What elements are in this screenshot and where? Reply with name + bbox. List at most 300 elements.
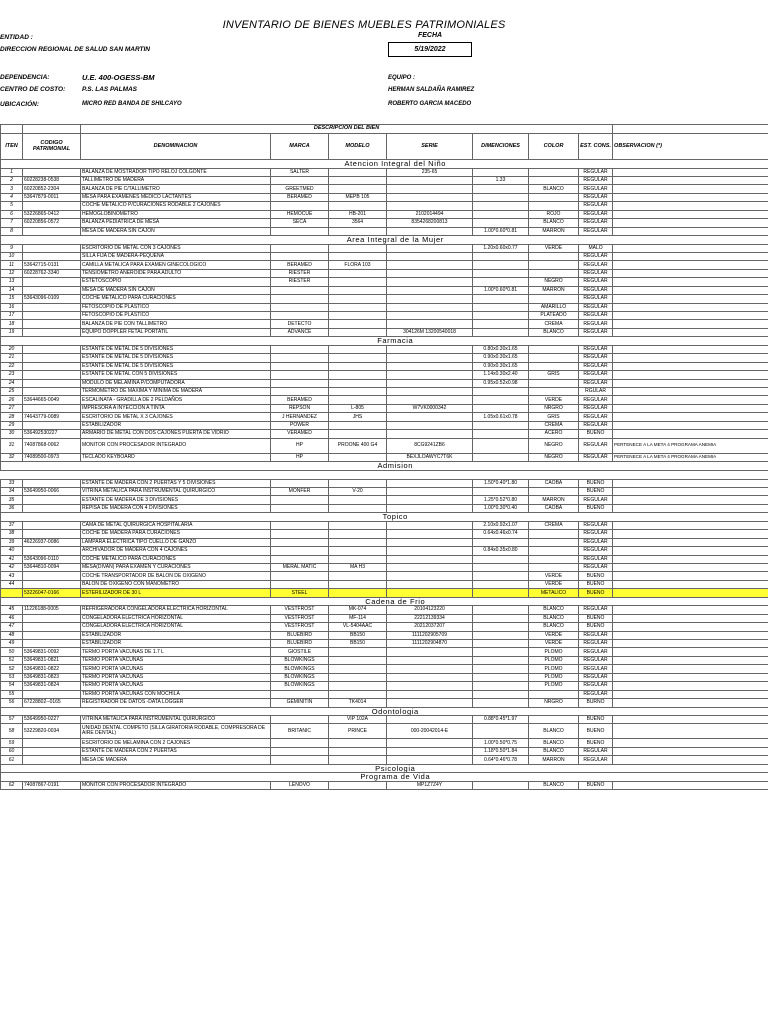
- col-marca-cell: [271, 756, 329, 764]
- col-codigo-cell: [23, 252, 81, 260]
- table-row: [1, 606, 768, 614]
- col-marca-cell: RIESTER: [271, 269, 329, 277]
- col-observacion-cell: [613, 286, 768, 294]
- col-est-cons-cell: BUENO: [579, 430, 613, 438]
- table-row: [1, 656, 768, 664]
- col-iten-cell: 10: [1, 252, 23, 260]
- col-modelo-cell: VL-5404AAC: [329, 623, 387, 631]
- col-serie-cell: [387, 413, 473, 421]
- col-marca-cell: [271, 547, 329, 555]
- col-dimensiones-cell: [473, 538, 529, 546]
- col-dimensiones-cell: 1.00*0.50*0.75: [473, 739, 529, 747]
- col-denominacion-cell: BALON DE OXIGENO CON MANOMETRO: [81, 580, 271, 588]
- col-codigo-cell: 67228802--0165: [23, 699, 81, 707]
- col-observacion-header: OBSERVACION (*): [613, 134, 768, 160]
- col-color-cell: VERDE: [529, 396, 579, 404]
- centro-value: P.S. LAS PALMAS: [82, 86, 138, 93]
- col-marca-cell: [271, 202, 329, 210]
- col-iten-cell: 29: [1, 421, 23, 429]
- col-color-cell: BLANCO: [529, 185, 579, 193]
- col-iten-cell: 12: [1, 269, 23, 277]
- table-row: [1, 699, 768, 707]
- col-color-cell: CAOBA: [529, 504, 579, 512]
- col-marca-cell: [271, 496, 329, 504]
- col-est-cons-cell: REGULAR: [579, 673, 613, 681]
- col-color-cell: BLANCO: [529, 328, 579, 336]
- col-modelo-cell: [329, 396, 387, 404]
- col-denominacion-cell: ESTANTE DE MADERA CON 2 PUERTAS Y 5 DIVISIONES: [81, 479, 271, 487]
- col-color-cell: [529, 345, 579, 353]
- col-observacion-cell: PERTENECE A LA META 4 PROGRAMA ANEMIA: [613, 453, 768, 461]
- col-denominacion-cell: BALANZA DE MOSTRADOR TIPO RELOJ COLGONTE: [81, 168, 271, 176]
- equipo-label: EQUIPO :: [388, 75, 416, 81]
- col-est-cons-cell: REGULAR: [579, 521, 613, 529]
- col-codigo-cell: [23, 547, 81, 555]
- col-codigo-cell: 53643096-0110: [23, 555, 81, 563]
- col-dimensiones-cell: [473, 673, 529, 681]
- col-dimensiones-cell: 1.00*0.60*0.81: [473, 286, 529, 294]
- table-row: [1, 185, 768, 193]
- col-marca-cell: [271, 530, 329, 538]
- col-denominacion-cell: CAMA DE METAL QUIRURGICA HOSPITALARIA: [81, 521, 271, 529]
- col-color-cell: PLOMO: [529, 673, 579, 681]
- table-row: [1, 547, 768, 555]
- entidad-value: DIRECCION REGIONAL DE SALUD SAN MARTIN: [0, 46, 150, 53]
- col-color-cell: VERDE: [529, 631, 579, 639]
- col-est-cons-cell: REGULAR: [579, 665, 613, 673]
- col-iten-cell: 9: [1, 244, 23, 252]
- col-observacion-cell: [613, 656, 768, 664]
- col-color-cell: BLANCO: [529, 724, 579, 739]
- table-row: [1, 404, 768, 412]
- col-serie-cell: [387, 488, 473, 496]
- table-row: [1, 354, 768, 362]
- col-est-cons-cell: REGULAR: [579, 631, 613, 639]
- col-serie-cell: [387, 572, 473, 580]
- col-dimensiones-cell: [473, 665, 529, 673]
- col-est-cons-cell: REGULAR: [579, 193, 613, 201]
- col-dimensiones-cell: [473, 572, 529, 580]
- col-codigo-cell: [23, 278, 81, 286]
- col-serie-cell: [387, 564, 473, 572]
- col-serie-cell: BEXJLOAWYC7T6K: [387, 453, 473, 461]
- col-codigo-cell: 53649831-0821: [23, 656, 81, 664]
- table-row: [1, 396, 768, 404]
- col-marca-cell: BLOWKINGS: [271, 665, 329, 673]
- col-serie-cell: [387, 354, 473, 362]
- col-dimensiones-cell: [473, 278, 529, 286]
- col-codigo-cell: 53644810-0094: [23, 564, 81, 572]
- table-row: [1, 438, 768, 453]
- col-modelo-cell: PRINCE: [329, 724, 387, 739]
- col-dimensiones-cell: [473, 580, 529, 588]
- col-codigo-cell: [23, 345, 81, 353]
- col-serie-cell: 20212037207: [387, 623, 473, 631]
- table-row: [1, 413, 768, 421]
- col-serie-cell: [387, 547, 473, 555]
- dependencia-value: U.E. 400-OGESS-BM: [82, 73, 155, 82]
- col-observacion-cell: [613, 413, 768, 421]
- col-modelo-cell: FLORA 103: [329, 261, 387, 269]
- col-marca-cell: VESTFROST: [271, 606, 329, 614]
- col-color-cell: CREMA: [529, 421, 579, 429]
- col-iten-cell: 41: [1, 555, 23, 563]
- col-color-cell: VERDE: [529, 640, 579, 648]
- col-serie-cell: [387, 388, 473, 396]
- col-iten-cell: 57: [1, 716, 23, 724]
- col-denominacion-cell: ESCRITORIO DE MELAMINA CON 2 CAJONES: [81, 739, 271, 747]
- col-color-cell: BLANCO: [529, 614, 579, 622]
- col-modelo-cell: [329, 504, 387, 512]
- col-modelo-cell: [329, 665, 387, 673]
- col-observacion-cell: [613, 690, 768, 698]
- col-modelo-cell: TK4014: [329, 699, 387, 707]
- col-denominacion-cell: SILLA FIJA DE MADERA-PEQUEÑA: [81, 252, 271, 260]
- col-iten-cell: 35: [1, 496, 23, 504]
- table-row: [1, 345, 768, 353]
- col-modelo-cell: JHS: [329, 413, 387, 421]
- col-observacion-cell: [613, 631, 768, 639]
- col-codigo-cell: [23, 479, 81, 487]
- col-modelo-cell: [329, 690, 387, 698]
- col-marca-cell: [271, 690, 329, 698]
- col-codigo-cell: 53642715-0131: [23, 261, 81, 269]
- col-codigo-cell: 53649831-0823: [23, 673, 81, 681]
- col-dimensiones-cell: 0.64*0.46*0.78: [473, 756, 529, 764]
- table-row: [1, 589, 768, 597]
- col-dimensiones-cell: [473, 606, 529, 614]
- col-iten-cell: 51: [1, 656, 23, 664]
- col-denominacion-cell: CONGELADORA ELECTRICA HORIZONTAL: [81, 614, 271, 622]
- col-marca-cell: [271, 252, 329, 260]
- col-est-cons-cell: REGULAR: [579, 320, 613, 328]
- table-row: [1, 496, 768, 504]
- col-serie-cell: 1111202904870: [387, 640, 473, 648]
- col-denominacion-cell: COCHE METALICO P/CURACIONES RODABLE 2 CAJONES: [81, 202, 271, 210]
- col-color-cell: [529, 168, 579, 176]
- col-dimensiones-cell: 1.18*0.50*1.84: [473, 747, 529, 755]
- col-marca-cell: BRITANIC: [271, 724, 329, 739]
- col-est-cons-cell: REGULAR: [579, 176, 613, 184]
- col-denominacion-cell: COCHE TRANSPORTADOR DE BALON DE OXIGENO: [81, 572, 271, 580]
- col-dimensiones-cell: [473, 404, 529, 412]
- col-est-cons-cell: REGULAR: [579, 682, 613, 690]
- col-observacion-cell: [613, 580, 768, 588]
- col-marca-cell: LENOVO: [271, 781, 329, 789]
- col-observacion-cell: [613, 572, 768, 580]
- col-serie-cell: 1111202905709: [387, 631, 473, 639]
- col-denominacion-cell: BALANZA DE PIE CON TALLIMETRO: [81, 320, 271, 328]
- col-est-cons-cell: RGULAR: [579, 388, 613, 396]
- col-iten-cell: 58: [1, 724, 23, 739]
- col-est-cons-cell: REGULAR: [579, 227, 613, 235]
- col-color-cell: [529, 379, 579, 387]
- col-iten-cell: 4: [1, 193, 23, 201]
- table-row: [1, 379, 768, 387]
- col-dimensiones-cell: 0.64x0.46x0.74: [473, 530, 529, 538]
- col-modelo-cell: [329, 379, 387, 387]
- col-color-cell: [529, 555, 579, 563]
- table-row: [1, 488, 768, 496]
- table-row: [1, 631, 768, 639]
- table-row: [1, 269, 768, 277]
- col-modelo-cell: [329, 781, 387, 789]
- col-observacion-cell: [613, 404, 768, 412]
- col-iten-cell: 49: [1, 640, 23, 648]
- table-row: [1, 564, 768, 572]
- col-observacion-cell: [613, 379, 768, 387]
- col-color-cell: [529, 538, 579, 546]
- col-denominacion-cell: MESA DE MADERA SIN CAJON: [81, 286, 271, 294]
- col-est-cons-cell: REGULAR: [579, 261, 613, 269]
- section-title: Programa de Vida: [23, 773, 768, 782]
- col-denominacion-cell: ESTABILIZADOR: [81, 421, 271, 429]
- col-marca-cell: REPSON: [271, 404, 329, 412]
- table-row: [1, 724, 768, 739]
- col-codigo-cell: 53643096-0109: [23, 295, 81, 303]
- col-denominacion-cell: TALLIMETRO DE MADERA: [81, 176, 271, 184]
- col-est-cons-cell: BUENO: [579, 614, 613, 622]
- col-marca-cell: [271, 388, 329, 396]
- col-iten-cell: 61: [1, 756, 23, 764]
- col-codigo-cell: 53226865-0412: [23, 210, 81, 218]
- col-denominacion-cell: ESTABILIZADOR: [81, 631, 271, 639]
- col-color-cell: [529, 690, 579, 698]
- col-serie-cell: [387, 716, 473, 724]
- col-marca-cell: [271, 739, 329, 747]
- col-iten-cell: 19: [1, 328, 23, 336]
- col-iten-cell: 52: [1, 665, 23, 673]
- col-observacion-cell: [613, 521, 768, 529]
- col-observacion-cell: [613, 665, 768, 673]
- col-iten-cell: 33: [1, 479, 23, 487]
- col-dimensiones-cell: 0.88*0.45*1.97: [473, 716, 529, 724]
- col-observacion-cell: [613, 756, 768, 764]
- col-marca-cell: [271, 538, 329, 546]
- col-est-cons-cell: REGULAR: [579, 690, 613, 698]
- col-est-cons-cell: BUENO: [579, 504, 613, 512]
- section-title: Cadena de Frio: [23, 597, 768, 606]
- col-marca-cell: [271, 354, 329, 362]
- col-color-cell: [529, 547, 579, 555]
- col-est-cons-cell: BUENO: [579, 479, 613, 487]
- col-observacion-cell: [613, 345, 768, 353]
- col-est-cons-cell: REGULAR: [579, 362, 613, 370]
- col-modelo-cell: [329, 580, 387, 588]
- col-modelo-cell: [329, 682, 387, 690]
- col-est-cons-cell: REGULAR: [579, 756, 613, 764]
- col-dimensiones-cell: [473, 682, 529, 690]
- col-color-cell: BLANCO: [529, 739, 579, 747]
- col-codigo-cell: 53649831-0092: [23, 648, 81, 656]
- col-observacion-cell: [613, 555, 768, 563]
- col-marca-cell: DETECTO: [271, 320, 329, 328]
- col-est-cons-cell: REGULAR: [579, 210, 613, 218]
- col-est-cons-cell: MALO: [579, 244, 613, 252]
- table-row: [1, 747, 768, 755]
- col-modelo-cell: [329, 312, 387, 320]
- col-dimensiones-cell: [473, 202, 529, 210]
- col-denominacion-cell: REGISTRADOR DE DATOS -DATA LOGGER: [81, 699, 271, 707]
- col-codigo-cell: [23, 202, 81, 210]
- col-codigo-cell: 60228762-3340: [23, 269, 81, 277]
- col-serie-cell: [387, 530, 473, 538]
- col-modelo-cell: MF-114: [329, 614, 387, 622]
- col-marca-cell: [271, 244, 329, 252]
- table-row: [1, 210, 768, 218]
- col-denominacion-cell: TERMO PORTA VACUNAS: [81, 682, 271, 690]
- col-iten-cell: 31: [1, 438, 23, 453]
- col-color-cell: CREMA: [529, 521, 579, 529]
- col-dimensiones-cell: 0.90x0.30x1.65: [473, 354, 529, 362]
- col-est-cons-cell: REGULAR: [579, 354, 613, 362]
- col-denominacion-cell: ESTANTE DE METAL DE 5 DIVISIONES: [81, 345, 271, 353]
- col-serie-cell: [387, 227, 473, 235]
- col-denominacion-cell: ESTETOSCOPIO: [81, 278, 271, 286]
- col-marca-cell: ADVANCE: [271, 328, 329, 336]
- col-codigo-cell: 60220852-2304: [23, 185, 81, 193]
- col-marca-cell: RIESTER: [271, 278, 329, 286]
- table-row: [1, 320, 768, 328]
- col-color-cell: VERDE: [529, 572, 579, 580]
- table-row: [1, 328, 768, 336]
- col-modelo-cell: [329, 496, 387, 504]
- col-est-cons-cell: BUENO: [579, 623, 613, 631]
- col-color-cell: CREMA: [529, 320, 579, 328]
- col-est-cons-cell: REGULAR: [579, 219, 613, 227]
- col-denominacion-cell: TERMO PORTA VACUNAS CON MOCHILA: [81, 690, 271, 698]
- col-marca-cell: STEEL: [271, 589, 329, 597]
- col-dimensiones-cell: [473, 640, 529, 648]
- col-denominacion-cell: LAMPARA ELECTRICA TIPO CUELLO DE GANZO: [81, 538, 271, 546]
- section-row: [1, 764, 768, 773]
- col-denominacion-cell: ESTANTE DE MADERA DE 3 DIVISIONES: [81, 496, 271, 504]
- table-row: [1, 176, 768, 184]
- col-serie-header: SERIE: [387, 134, 473, 160]
- col-codigo-header: CODIGO PATRIMONIAL: [23, 134, 81, 160]
- col-dimensiones-cell: [473, 185, 529, 193]
- col-dimensiones-cell: [473, 210, 529, 218]
- col-iten-cell: 62: [1, 781, 23, 789]
- col-denominacion-cell: CAMILLA METALICA PARA EXAMEN GINECOLOGICO: [81, 261, 271, 269]
- col-est-cons-cell: REGULAR: [579, 168, 613, 176]
- col-serie-cell: [387, 320, 473, 328]
- col-denominacion-cell: MESA DE MADERA SIN CAJON: [81, 227, 271, 235]
- col-modelo-cell: [329, 756, 387, 764]
- col-color-cell: BLANCO: [529, 781, 579, 789]
- inventory-body: [1, 160, 768, 790]
- col-modelo-cell: [329, 345, 387, 353]
- col-modelo-cell: [329, 185, 387, 193]
- col-observacion-cell: [613, 261, 768, 269]
- col-iten-cell: 38: [1, 530, 23, 538]
- col-iten-cell: 15: [1, 295, 23, 303]
- col-color-cell: ACERO: [529, 430, 579, 438]
- col-color-cell: PLATEADO: [529, 312, 579, 320]
- table-row: [1, 781, 768, 789]
- col-iten-cell: 50: [1, 648, 23, 656]
- col-serie-cell: [387, 396, 473, 404]
- col-codigo-cell: [23, 404, 81, 412]
- col-serie-cell: [387, 756, 473, 764]
- col-dimensiones-cell: [473, 303, 529, 311]
- col-observacion-cell: [613, 614, 768, 622]
- col-modelo-cell: BB150: [329, 631, 387, 639]
- ubicacion-label: UBICACIÓN:: [0, 101, 39, 108]
- col-codigo-cell: [23, 572, 81, 580]
- col-modelo-cell: [329, 547, 387, 555]
- col-codigo-cell: 11226188-0005: [23, 606, 81, 614]
- col-denominacion-cell: EQUIPO DOPPLER FETAL PORTATIL: [81, 328, 271, 336]
- col-denominacion-cell: COCHE METALICO PARA CURACIONES: [81, 555, 271, 563]
- col-codigo-cell: [23, 227, 81, 235]
- col-iten-cell: 22: [1, 362, 23, 370]
- col-dimensiones-cell: [473, 564, 529, 572]
- col-marca-cell: GREETMED: [271, 185, 329, 193]
- col-serie-cell: [387, 589, 473, 597]
- col-codigo-cell: [23, 286, 81, 294]
- col-iten-cell: 13: [1, 278, 23, 286]
- col-color-cell: [529, 261, 579, 269]
- table-row: [1, 362, 768, 370]
- col-modelo-cell: [329, 244, 387, 252]
- col-denominacion-cell: ESTANTE DE METAL CON 5 DIVISIONES: [81, 371, 271, 379]
- col-serie-cell: [387, 185, 473, 193]
- col-iten-cell: 32: [1, 453, 23, 461]
- col-serie-cell: [387, 656, 473, 664]
- col-iten-cell: 23: [1, 371, 23, 379]
- col-iten-cell: 53: [1, 673, 23, 681]
- col-marca-cell: [271, 286, 329, 294]
- col-serie-cell: [387, 673, 473, 681]
- col-modelo-cell: [329, 303, 387, 311]
- col-est-cons-cell: REGULAR: [579, 747, 613, 755]
- table-row: [1, 193, 768, 201]
- col-denominacion-cell: ESCRITORIO DE METAL X 3 CAJONES: [81, 413, 271, 421]
- col-denominacion-cell: BALANZA DE PIE C/TALLIMETRO: [81, 185, 271, 193]
- col-serie-cell: MP1Z7Z4Y: [387, 781, 473, 789]
- col-est-cons-cell: BUENO: [579, 739, 613, 747]
- col-marca-cell: SECA: [271, 219, 329, 227]
- table-row: [1, 421, 768, 429]
- table-row: [1, 716, 768, 724]
- table-row: [1, 530, 768, 538]
- col-color-cell: [529, 354, 579, 362]
- col-modelo-cell: L-805: [329, 404, 387, 412]
- table-row: [1, 756, 768, 764]
- section-title: Admision: [23, 462, 768, 471]
- col-marca-cell: POWER: [271, 421, 329, 429]
- col-marca-cell: [271, 345, 329, 353]
- col-denominacion-cell: MONITOR CON PROCESADOR INTEGRADO: [81, 438, 271, 453]
- col-serie-cell: [387, 504, 473, 512]
- col-codigo-cell: [23, 379, 81, 387]
- col-codigo-cell: [23, 244, 81, 252]
- col-marca-header: MARCA: [271, 134, 329, 160]
- col-codigo-cell: [23, 320, 81, 328]
- col-marca-cell: BLUEBIRD: [271, 631, 329, 639]
- col-codigo-cell: 53647879-0011: [23, 193, 81, 201]
- col-denominacion-header: DENOMINACION: [81, 134, 271, 160]
- col-observacion-cell: [613, 354, 768, 362]
- col-est-cons-cell: REGULAR: [579, 269, 613, 277]
- col-codigo-cell: 53229820-0034: [23, 724, 81, 739]
- section-row: [1, 773, 768, 782]
- col-color-cell: VERDE: [529, 244, 579, 252]
- col-iten-cell: 2: [1, 176, 23, 184]
- table-row: [1, 261, 768, 269]
- col-est-cons-cell: REGULAR: [579, 303, 613, 311]
